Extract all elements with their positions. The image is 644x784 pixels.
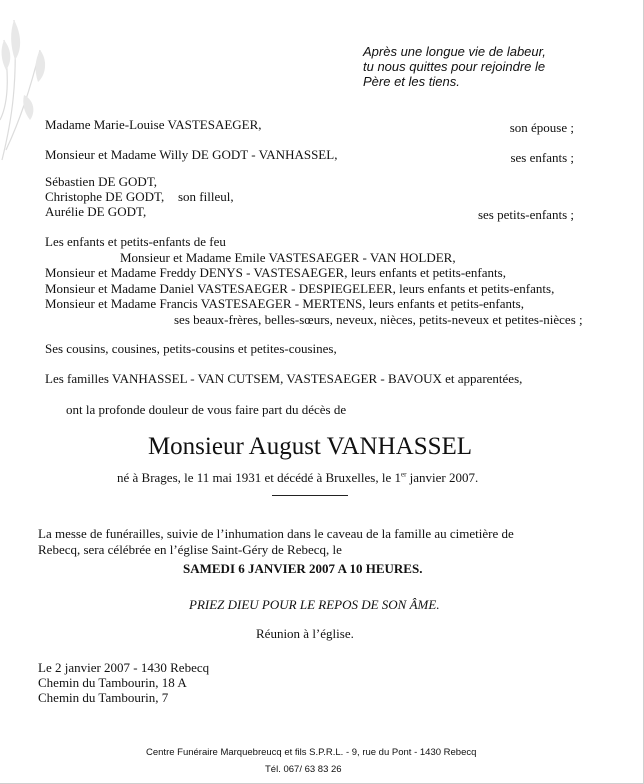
funeral-line-2: Rebecq, sera célébrée en l’église Saint-Géry de Rebecq, le xyxy=(38,542,342,557)
relatives-line-3: Monsieur et Madame Daniel VASTESAEGER - DESPIEGELEER, leurs enfants et petits-enfants, xyxy=(45,281,555,296)
plant-watermark-icon xyxy=(0,0,70,170)
deceased-dates xyxy=(117,470,478,486)
relatives-intro: Les enfants et petits-enfants de feu xyxy=(45,234,226,249)
grandchild-2-note: son filleul, xyxy=(178,189,234,204)
deceased-dates-end: janvier 2007. xyxy=(406,470,479,485)
relatives-line-1: Monsieur et Madame Emile VASTESAEGER - VAN HOLDER, xyxy=(120,250,456,265)
address-line-1: Le 2 janvier 2007 - 1430 Rebecq xyxy=(38,660,210,675)
relatives-line-2: Monsieur et Madame Freddy DENYS - VASTESAEGER, leurs enfants et petits-enfants, xyxy=(45,265,506,280)
address-line-3: Chemin du Tambourin, 7 xyxy=(38,690,169,705)
grandchild-1: Sébastien DE GODT, xyxy=(45,174,158,189)
deceased-dates-main: né à Brages, le 11 mai 1931 et décédé à Bruxelles, le 1 xyxy=(117,470,401,485)
funeral-line-1: La messe de funérailles, suivie de l’inhumation dans le caveau de la famille au cimetière de xyxy=(38,526,514,541)
relatives-line-4: Monsieur et Madame Francis VASTESAEGER - MERTENS, leurs enfants et petits-enfants, xyxy=(45,296,524,311)
epigraph-line-3: Père et les tiens. xyxy=(363,74,460,89)
spouse-relation: son épouse ; xyxy=(509,120,574,135)
deceased-name: Monsieur August VANHASSEL xyxy=(147,433,473,460)
prayer-line: PRIEZ DIEU POUR LE REPOS DE SON ÂME. xyxy=(189,597,440,612)
grandchildren-relation: ses petits-enfants ; xyxy=(477,207,574,222)
spouse-name: Madame Marie-Louise VASTESAEGER, xyxy=(45,117,262,132)
footer-line-1: Centre Funéraire Marquebreucq et fils S.P.R.L. - 9, rue du Pont - 1430 Rebecq xyxy=(146,747,477,758)
epigraph-line-1: Après une longue vie de labeur, xyxy=(363,44,546,59)
deceased-dates-sup: er xyxy=(400,470,407,479)
announcement-line: ont la profonde douleur de vous faire part du décès de xyxy=(66,402,347,417)
relatives-line-5: ses beaux-frères, belles-sœurs, neveux, nièces, petits-neveux et petites-nièces ; xyxy=(174,312,583,327)
epigraph-line-2: tu nous quittes pour rejoindre le xyxy=(363,59,546,74)
children-relation: ses enfants ; xyxy=(510,150,574,165)
grandchild-3: Aurélie DE GODT, xyxy=(45,204,147,219)
address-line-2: Chemin du Tambourin, 18 A xyxy=(38,675,187,690)
children-name: Monsieur et Madame Willy DE GODT - VANHASSEL, xyxy=(45,147,338,162)
divider-line xyxy=(272,495,348,496)
cousins-line: Ses cousins, cousines, petits-cousins et petites-cousines, xyxy=(45,341,337,356)
families-line: Les familles VANHASSEL - VAN CUTSEM, VASTESAEGER - BAVOUX et apparentées, xyxy=(45,371,523,386)
meeting-line: Réunion à l’église. xyxy=(256,626,354,641)
footer-line-2: Tél. 067/ 63 83 26 xyxy=(265,764,342,775)
funeral-date: SAMEDI 6 JANVIER 2007 A 10 HEURES. xyxy=(183,561,423,576)
grandchild-2: Christophe DE GODT, xyxy=(45,189,165,204)
